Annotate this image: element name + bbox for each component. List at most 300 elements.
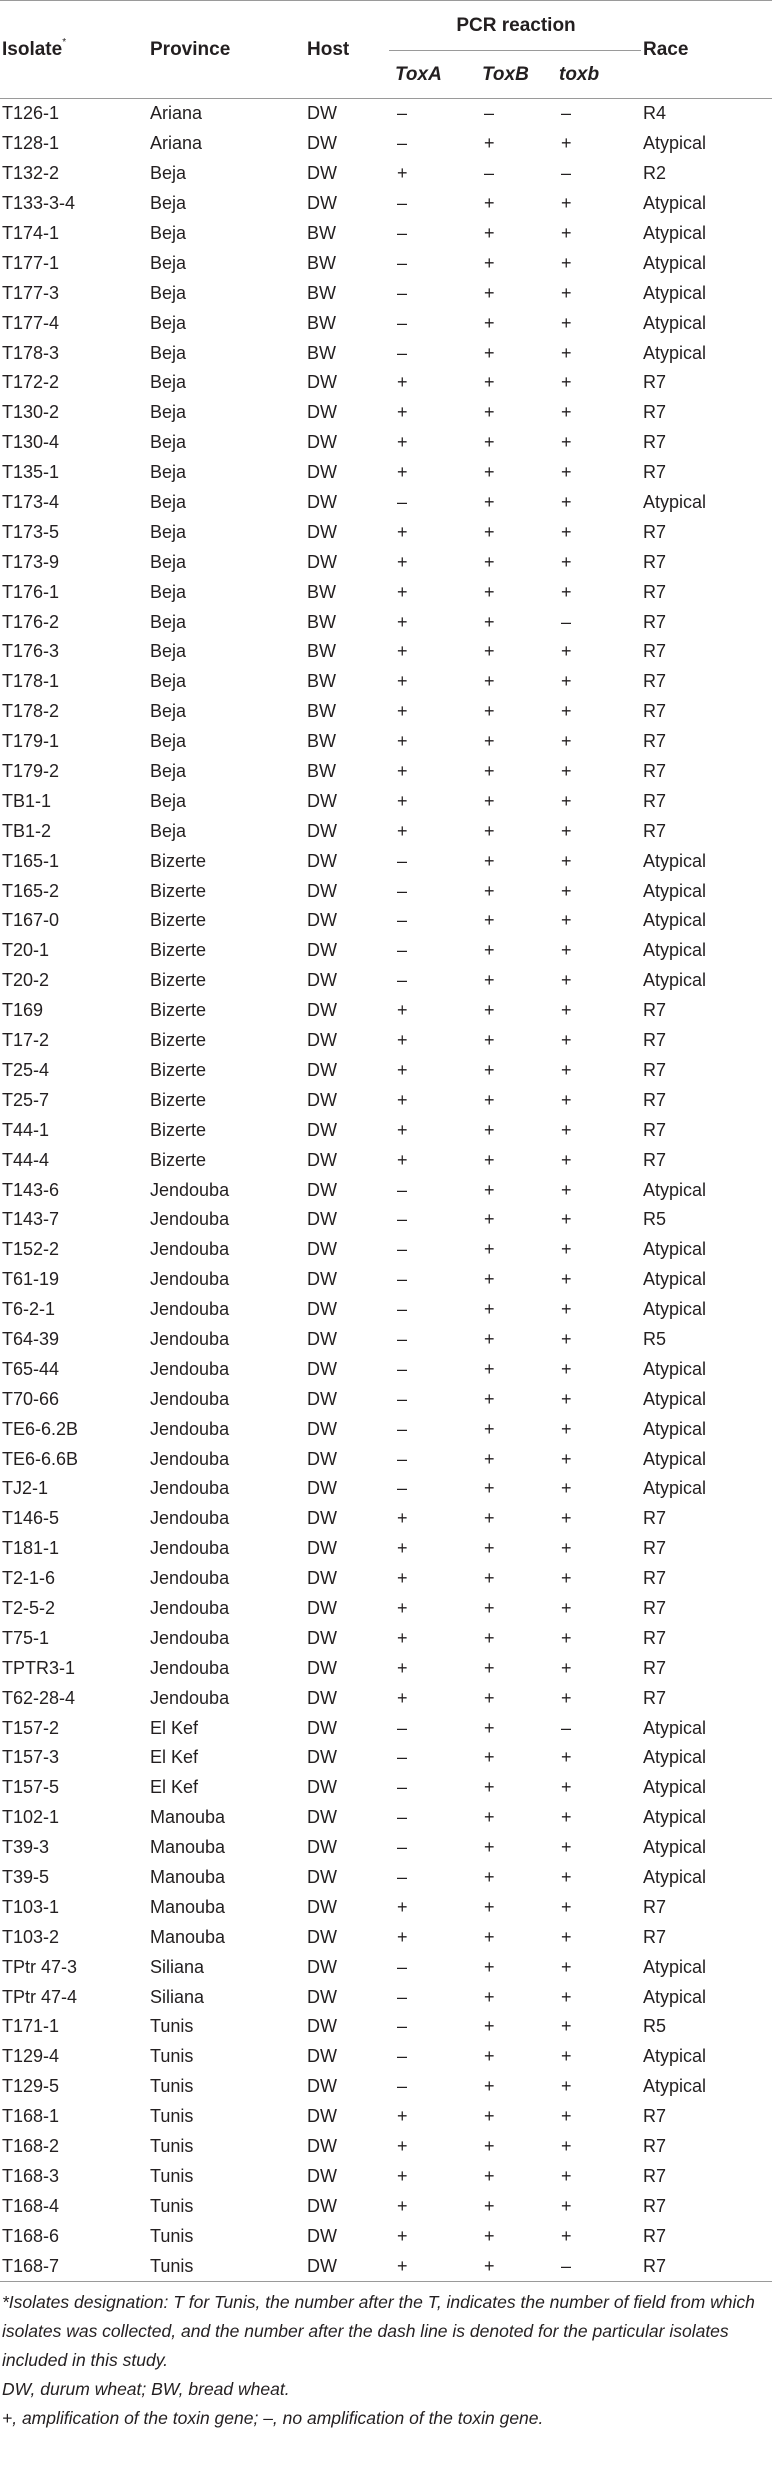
race-cell: Atypical <box>643 1388 707 1409</box>
toxB-cell: + <box>484 641 495 662</box>
toxA-cell: + <box>397 1538 408 1559</box>
province-cell: Beja <box>150 432 187 453</box>
race-cell: Atypical <box>643 1448 707 1469</box>
province-cell: Bizerte <box>150 1119 207 1140</box>
toxb-cell: + <box>561 1119 572 1140</box>
table-row <box>0 1683 772 1713</box>
isolate-cell: T165-2 <box>2 880 60 901</box>
toxb-cell: + <box>561 1956 572 1977</box>
isolate-cell: T178-3 <box>2 342 60 363</box>
province-cell: Jendouba <box>150 1299 230 1320</box>
table-row <box>0 189 772 219</box>
host-cell: DW <box>307 1269 337 1290</box>
toxb-cell: – <box>553 2251 641 2281</box>
toxb-cell: + <box>561 551 572 572</box>
isolate-cell: T173-4 <box>2 492 60 513</box>
toxb-cell: + <box>561 402 572 423</box>
toxb-cell: + <box>561 2106 572 2127</box>
toxA-cell: – <box>397 1717 408 1738</box>
toxb-cell: + <box>561 492 572 513</box>
toxB-cell: + <box>484 1538 495 1559</box>
toxA-cell: – <box>397 312 408 333</box>
table-row <box>0 2221 772 2251</box>
toxA-cell: – <box>397 103 408 124</box>
isolate-cell: T168-3 <box>2 2165 60 2186</box>
race-cell: Atypical <box>643 1239 707 1260</box>
toxB-cell: + <box>484 521 495 542</box>
toxA-cell: + <box>397 462 408 483</box>
race-cell: R5 <box>643 1328 667 1349</box>
isolate-cell: T6-2-1 <box>2 1299 56 1320</box>
table-row <box>0 458 772 488</box>
race-cell: Atypical <box>643 1179 707 1200</box>
toxA-cell: + <box>397 1568 408 1589</box>
province-cell: Tunis <box>150 2165 194 2186</box>
race-cell: Atypical <box>643 1478 707 1499</box>
isolate-cell: TPtr 47-4 <box>2 1986 78 2007</box>
table-row <box>0 2132 772 2162</box>
isolate-cell: T39-5 <box>2 1866 50 1887</box>
host-cell: DW <box>307 1568 337 1589</box>
host-cell: DW <box>307 432 337 453</box>
host-cell: DW <box>307 1687 337 1708</box>
race-cell: R7 <box>643 551 667 572</box>
race-cell: R7 <box>643 1627 667 1648</box>
toxA-cell: – <box>397 1747 408 1768</box>
isolate-cell: T2-1-6 <box>2 1568 56 1589</box>
race-cell: R7 <box>643 2195 667 2216</box>
toxB-cell: + <box>484 2016 495 2037</box>
isolate-footnote-mark: * <box>62 36 67 48</box>
province-cell: Beja <box>150 790 187 811</box>
host-cell: DW <box>307 193 337 214</box>
toxb-cell: – <box>561 1717 572 1738</box>
province-cell: Bizerte <box>150 850 207 871</box>
province-cell: Jendouba <box>150 1388 230 1409</box>
toxA-cell: – <box>397 282 408 303</box>
pcr-reaction-header: PCR reaction <box>389 1 641 51</box>
isolate-cell: T25-7 <box>2 1089 50 1110</box>
toxA-cell: – <box>397 223 408 243</box>
toxA-cell: – <box>397 2016 408 2037</box>
toxB-cell: + <box>484 432 495 453</box>
race-cell: R7 <box>643 1687 667 1708</box>
toxb-cell: + <box>561 1568 572 1589</box>
province-cell: Manouba <box>150 1866 226 1887</box>
toxb-cell: + <box>561 2046 572 2067</box>
table-row <box>0 338 772 368</box>
toxA-cell: – <box>397 910 408 931</box>
province-cell: Beja <box>150 462 187 483</box>
toxb-cell: + <box>561 432 572 453</box>
toxb-cell: + <box>561 1777 572 1798</box>
toxA-cell: + <box>397 1119 408 1140</box>
host-cell: DW <box>307 1179 337 1200</box>
toxA-cell: + <box>397 1657 408 1678</box>
toxA-cell: + <box>397 551 408 572</box>
race-cell: R7 <box>643 1000 667 1021</box>
toxB-cell: + <box>484 1986 495 2007</box>
toxb-cell: + <box>561 2195 572 2216</box>
toxB-cell: + <box>484 701 495 722</box>
table-row <box>0 1504 772 1534</box>
table-row <box>0 1863 772 1893</box>
toxb-cell: + <box>561 1179 572 1200</box>
host-cell: DW <box>307 2136 337 2156</box>
host-cell: DW <box>307 1747 337 1768</box>
province-cell: Beja <box>150 551 187 572</box>
toxb-cell: + <box>561 1388 572 1409</box>
toxA-cell: + <box>397 163 408 184</box>
host-cell: DW <box>307 1149 337 1170</box>
isolate-cell: T176-2 <box>2 611 60 632</box>
toxB-cell: + <box>484 1717 495 1738</box>
toxA-cell: + <box>397 820 408 841</box>
host-cell: DW <box>307 1807 337 1828</box>
isolate-cell: TPtr 47-3 <box>2 1956 78 1977</box>
toxb-cell: – <box>561 611 572 632</box>
toxb-cell: + <box>561 1209 572 1230</box>
toxB-cell: + <box>484 731 495 752</box>
table-row <box>0 278 772 308</box>
table-row <box>0 1205 772 1235</box>
isolate-cell: T178-2 <box>2 701 60 722</box>
toxb-cell: + <box>561 2165 572 2186</box>
host-cell: DW <box>307 1777 337 1798</box>
race-cell: Atypical <box>643 1717 707 1738</box>
isolate-cell: T174-1 <box>2 223 60 243</box>
host-cell: DW <box>307 1508 337 1529</box>
host-cell: DW <box>307 2016 337 2037</box>
toxA-cell: + <box>397 1089 408 1110</box>
isolate-cell: T61-19 <box>2 1269 60 1290</box>
host-cell: BW <box>307 342 336 363</box>
toxb-cell: + <box>561 1448 572 1469</box>
toxb-cell: + <box>561 1986 572 2007</box>
isolate-cell: TB1-2 <box>2 820 52 841</box>
toxA-cell: + <box>397 521 408 542</box>
race-cell: R2 <box>643 163 667 184</box>
host-cell: DW <box>307 1538 337 1559</box>
race-cell: R7 <box>643 2225 667 2246</box>
toxA-cell: + <box>397 1000 408 1021</box>
race-cell: R7 <box>643 581 667 602</box>
race-cell: R7 <box>643 671 667 692</box>
table-row <box>0 1295 772 1325</box>
isolate-cell: T143-7 <box>2 1209 60 1230</box>
toxA-cell: + <box>397 402 408 423</box>
toxA-cell: – <box>397 193 408 214</box>
province-cell: Bizerte <box>150 1149 207 1170</box>
province-cell: Beja <box>150 611 187 632</box>
host-cell: DW <box>307 790 337 811</box>
host-cell: DW <box>307 1866 337 1887</box>
toxA-cell: + <box>397 731 408 752</box>
table-row <box>0 1594 772 1624</box>
province-cell: Beja <box>150 223 187 243</box>
table-row <box>0 1534 772 1564</box>
province-cell: Jendouba <box>150 1538 230 1559</box>
host-cell: DW <box>307 1657 337 1678</box>
footnote-symbols: +, amplification of the toxin gene; –, no amplification of the toxin gene. <box>2 2408 544 2429</box>
isolate-cell: T143-6 <box>2 1179 60 1200</box>
toxB-cell: + <box>484 1358 495 1379</box>
table-row <box>0 667 772 697</box>
toxb-cell: + <box>561 1866 572 1887</box>
toxA-cell: + <box>397 1059 408 1080</box>
race-cell: Atypical <box>643 1299 707 1320</box>
province-cell: Tunis <box>150 2046 194 2067</box>
race-cell: R7 <box>643 2165 667 2186</box>
toxA-cell: – <box>397 1239 408 1260</box>
toxA-cell: – <box>397 1448 408 1469</box>
table-row <box>0 2191 772 2221</box>
race-cell: R7 <box>643 432 667 453</box>
host-cell: DW <box>307 970 337 991</box>
table-row <box>0 757 772 787</box>
toxB-cell: + <box>484 133 495 154</box>
toxA-cell: – <box>397 940 408 961</box>
toxb-cell: + <box>561 1807 572 1828</box>
toxb-cell: + <box>561 1000 572 1021</box>
race-cell: R7 <box>643 1030 667 1051</box>
toxA-cell: + <box>397 1687 408 1708</box>
toxb-header: toxb <box>553 51 641 99</box>
race-cell: R7 <box>643 1059 667 1080</box>
province-cell: Tunis <box>150 2225 194 2246</box>
toxb-cell: + <box>561 1418 572 1439</box>
toxb-cell: + <box>561 1896 572 1917</box>
race-cell: Atypical <box>643 133 707 154</box>
toxA-cell: – <box>397 1388 408 1409</box>
isolate-cell: TB1-1 <box>2 790 52 811</box>
isolate-cell: T181-1 <box>2 1538 60 1559</box>
table-row <box>0 1444 772 1474</box>
race-cell: R7 <box>643 1119 667 1140</box>
province-cell: Jendouba <box>150 1627 230 1648</box>
race-cell: R7 <box>643 701 667 722</box>
host-cell: BW <box>307 641 336 662</box>
toxA-cell: + <box>397 701 408 722</box>
toxb-cell: + <box>561 1269 572 1290</box>
toxb-cell: + <box>561 342 572 363</box>
table-row <box>0 2161 772 2191</box>
province-cell: Beja <box>150 521 187 542</box>
host-cell: DW <box>307 1328 337 1349</box>
toxB-cell: + <box>484 1478 495 1499</box>
race-cell: Atypical <box>643 312 707 333</box>
race-cell: Atypical <box>643 1837 707 1858</box>
toxB-cell: + <box>484 2225 495 2246</box>
host-cell: DW <box>307 1478 337 1499</box>
isolate-cell: T2-5-2 <box>2 1597 56 1618</box>
race-header: Race <box>641 1 772 99</box>
table-row <box>0 906 772 936</box>
race-cell: Atypical <box>643 1807 707 1828</box>
toxb-cell: + <box>561 282 572 303</box>
toxb-cell: + <box>561 1358 572 1379</box>
toxb-cell: + <box>561 880 572 901</box>
isolate-cell: T171-1 <box>2 2016 60 2037</box>
toxB-cell: + <box>484 372 495 393</box>
province-cell: Beja <box>150 820 187 841</box>
toxA-cell: + <box>397 2195 408 2216</box>
isolate-cell: T146-5 <box>2 1508 60 1529</box>
table-row <box>0 966 772 996</box>
toxB-cell: + <box>484 1926 495 1947</box>
toxB-header: ToxB <box>476 51 553 99</box>
toxA-cell: + <box>397 611 408 632</box>
province-cell: Tunis <box>148 2251 305 2281</box>
table-row <box>0 1085 772 1115</box>
isolate-cell: T168-1 <box>2 2106 60 2127</box>
host-cell: DW <box>307 1239 337 1260</box>
race-cell: R7 <box>643 820 667 841</box>
host-header: Host <box>305 1 389 99</box>
toxB-cell: + <box>484 820 495 841</box>
toxA-cell: + <box>397 1627 408 1648</box>
toxA-header: ToxA <box>389 51 476 99</box>
province-cell: Beja <box>150 671 187 692</box>
province-cell: Bizerte <box>150 880 207 901</box>
table-row <box>0 547 772 577</box>
host-cell: DW <box>307 1119 337 1140</box>
table-row <box>0 1474 772 1504</box>
race-cell: Atypical <box>643 1956 707 1977</box>
isolate-cell: T179-2 <box>2 761 60 782</box>
race-cell: Atypical <box>643 880 707 901</box>
isolate-cell: T126-1 <box>2 103 60 124</box>
toxA-cell: + <box>397 2106 408 2127</box>
isolate-cell: T133-3-4 <box>2 193 76 214</box>
table-row <box>0 637 772 667</box>
race-cell: R5 <box>643 2016 667 2037</box>
race-cell: R7 <box>643 1089 667 1110</box>
toxb-cell: + <box>561 1657 572 1678</box>
toxb-cell: + <box>561 761 572 782</box>
toxb-cell: + <box>561 1089 572 1110</box>
toxA-cell: – <box>397 492 408 513</box>
province-cell: Manouba <box>150 1837 226 1858</box>
toxA-cell: + <box>397 1149 408 1170</box>
province-cell: Jendouba <box>150 1209 230 1230</box>
toxB-cell: + <box>484 970 495 991</box>
toxB-cell: + <box>484 312 495 333</box>
table-row <box>0 2042 772 2072</box>
toxA-cell: + <box>397 790 408 811</box>
toxA-cell: + <box>397 671 408 692</box>
province-cell: Manouba <box>150 1926 226 1947</box>
toxA-cell: – <box>397 342 408 363</box>
province-cell: Jendouba <box>150 1358 230 1379</box>
toxA-cell: + <box>397 1508 408 1529</box>
race-cell: Atypical <box>643 492 707 513</box>
province-cell: Beja <box>150 312 187 333</box>
isolate-cell: TPTR3-1 <box>2 1657 76 1678</box>
province-cell: El Kef <box>150 1747 199 1768</box>
province-cell: Beja <box>150 163 187 184</box>
isolate-cell: T65-44 <box>2 1358 60 1379</box>
isolate-cell: T17-2 <box>2 1030 50 1051</box>
race-cell: R7 <box>643 731 667 752</box>
table-row <box>0 1892 772 1922</box>
table-row <box>0 1564 772 1594</box>
host-cell: DW <box>307 1358 337 1379</box>
toxA-cell: – <box>397 1418 408 1439</box>
toxb-cell: + <box>561 1149 572 1170</box>
toxA-cell: – <box>397 1777 408 1798</box>
toxb-cell: + <box>561 581 572 602</box>
toxb-cell: + <box>561 193 572 214</box>
host-cell: DW <box>307 1030 337 1051</box>
table-body <box>0 99 772 2282</box>
toxA-cell: – <box>397 1328 408 1349</box>
province-cell: Beja <box>150 252 187 273</box>
host-cell: DW <box>307 1299 337 1320</box>
toxB-cell: + <box>484 1747 495 1768</box>
isolate-cell: T103-2 <box>2 1926 60 1947</box>
host-cell: DW <box>307 820 337 841</box>
host-cell: DW <box>305 2251 389 2281</box>
isolate-cell: T172-2 <box>2 372 60 393</box>
isolate-cell: T20-2 <box>2 970 50 991</box>
table-row <box>0 727 772 757</box>
toxA-cell: – <box>397 1807 408 1828</box>
race-cell: Atypical <box>643 940 707 961</box>
race-cell: R7 <box>643 521 667 542</box>
isolate-cell: T20-1 <box>2 940 50 961</box>
toxb-cell: + <box>561 312 572 333</box>
race-cell: R7 <box>643 790 667 811</box>
host-cell: BW <box>307 731 336 752</box>
toxB-cell: + <box>476 2251 553 2281</box>
isolate-cell: T178-1 <box>2 671 60 692</box>
table-row <box>0 2072 772 2102</box>
province-cell: Manouba <box>150 1896 226 1917</box>
table-row <box>0 846 772 876</box>
race-cell: Atypical <box>643 252 707 273</box>
province-cell: Jendouba <box>150 1568 230 1589</box>
table-row <box>0 786 772 816</box>
race-cell: R7 <box>643 462 667 483</box>
isolate-cell: T135-1 <box>2 462 60 483</box>
toxB-cell: + <box>484 2195 495 2216</box>
province-cell: Jendouba <box>150 1269 230 1290</box>
toxA-cell: + <box>397 1926 408 1947</box>
toxb-cell: + <box>561 1508 572 1529</box>
table-row <box>0 1713 772 1743</box>
table-row <box>0 368 772 398</box>
toxB-cell: + <box>484 1508 495 1529</box>
toxb-cell: + <box>561 820 572 841</box>
race-cell: Atypical <box>643 910 707 931</box>
toxA-cell: + <box>397 2225 408 2246</box>
table-row <box>0 1026 772 1056</box>
race-cell: R4 <box>643 103 667 124</box>
province-cell: Bizerte <box>150 910 207 931</box>
isolate-cell: T103-1 <box>2 1896 60 1917</box>
toxB-cell: + <box>484 1866 495 1887</box>
race-cell: Atypical <box>643 1986 707 2007</box>
isolate-cell: T179-1 <box>2 731 60 752</box>
toxB-cell: + <box>484 1896 495 1917</box>
isolate-cell: T44-1 <box>2 1119 50 1140</box>
isolate-cell: T173-9 <box>2 551 60 572</box>
race-cell: R7 <box>643 1149 667 1170</box>
province-header: Province <box>148 1 305 99</box>
table-row <box>0 99 772 129</box>
host-cell: BW <box>307 223 336 243</box>
